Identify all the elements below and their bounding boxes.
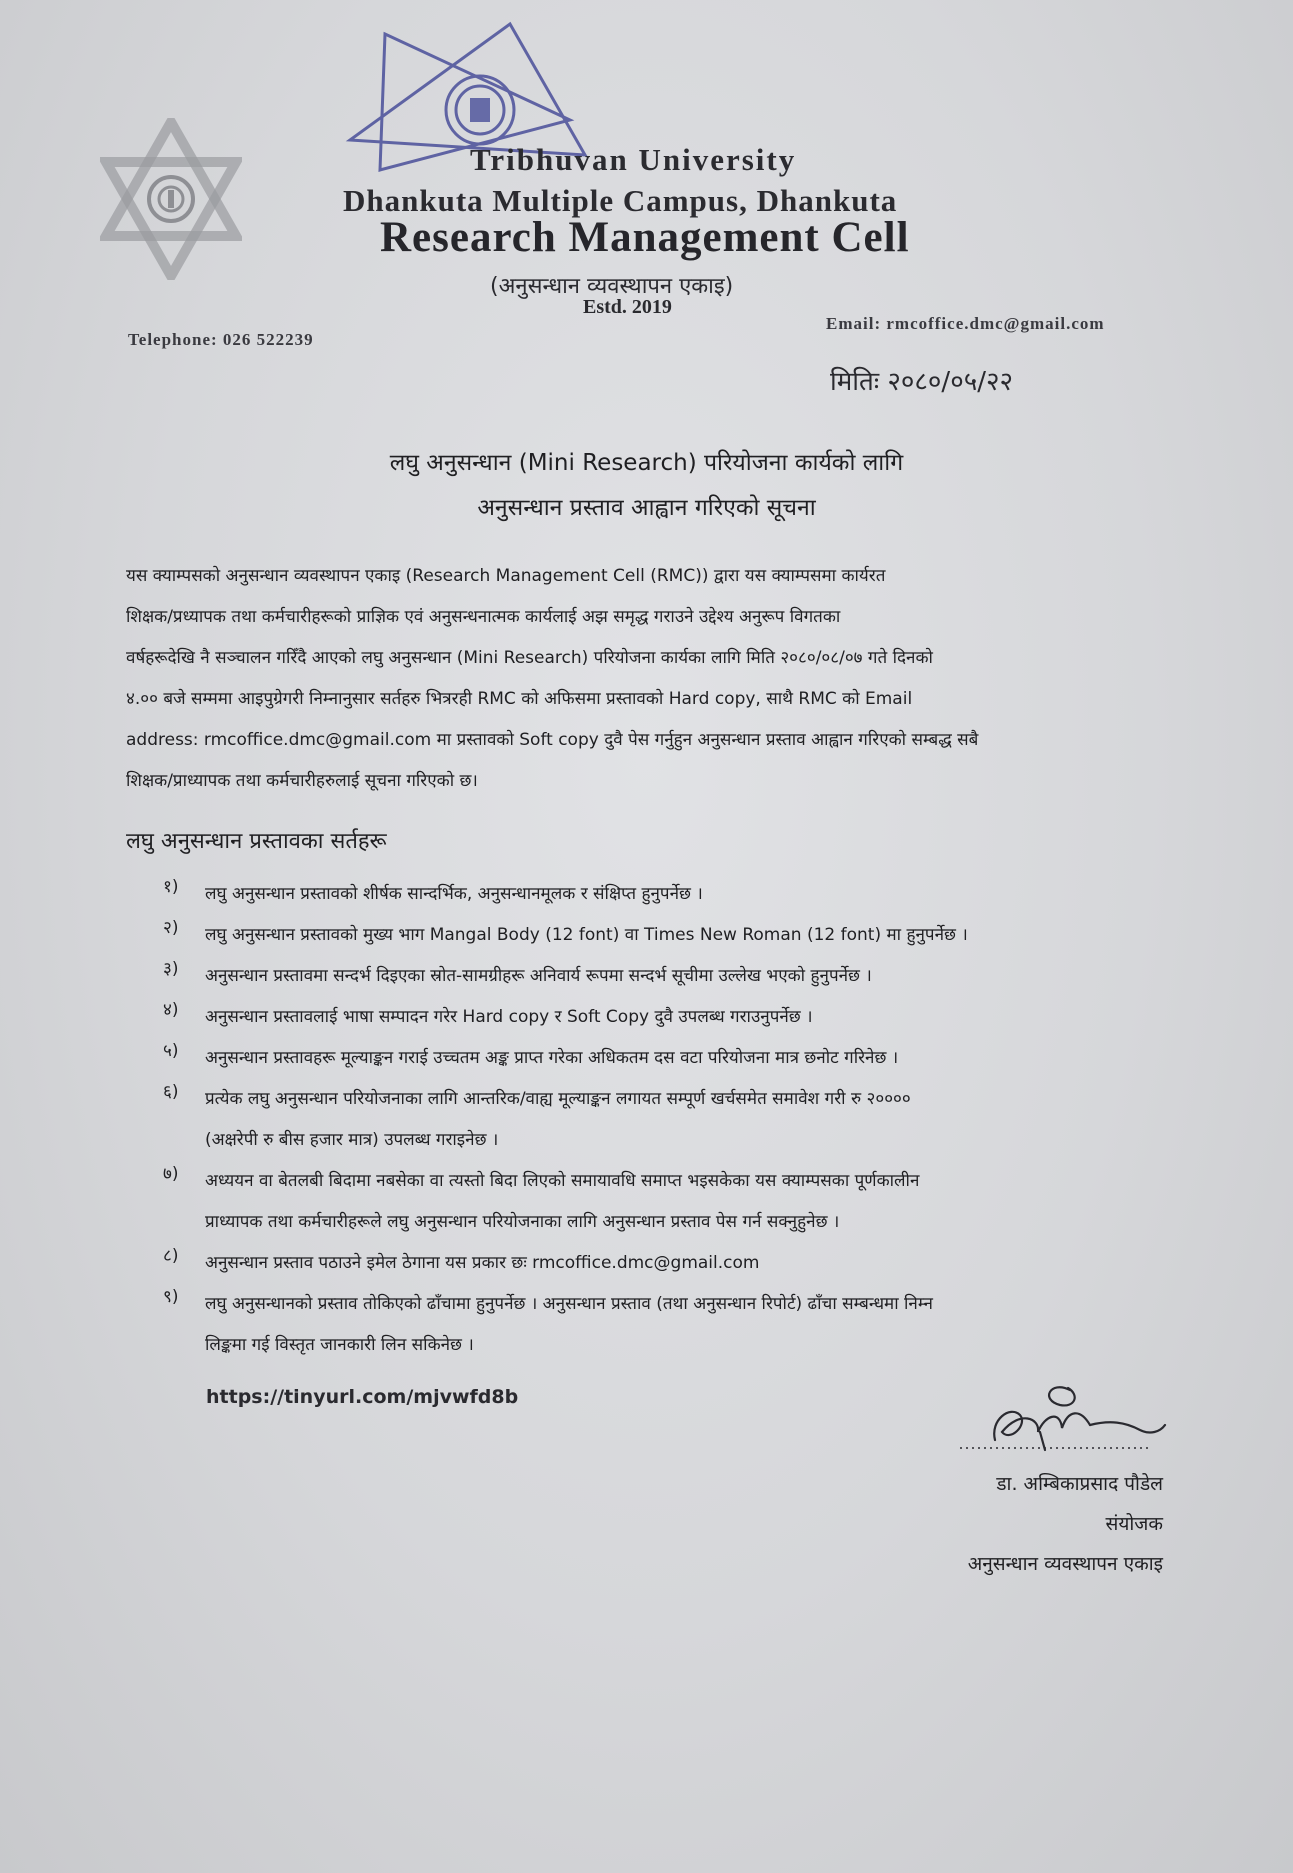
telephone: Telephone: 026 522239 [128,330,314,349]
body-line: address: rmcoffice.dmc@gmail.com मा प्रस्तावको Soft copy दुवै पेस गर्नुहुन अनुसन्धान प्रस्ताव आह्वान गरिएको सम्बद्ध सबै [126,730,979,750]
condition-text: (अक्षरेपी रु बीस हजार मात्र) उपलब्ध गराइनेछ । [205,1130,499,1150]
email: Email: rmcoffice.dmc@gmail.com [826,314,1105,333]
condition-text: अनुसन्धान प्रस्तावहरू मूल्याङ्कन गराई उच्चतम अङ्क प्राप्त गरेका अधिकतम दस वटा परियोजना मात्र छनोट गरिनेछ । [205,1048,899,1068]
condition-number: ३) [163,959,179,979]
condition-item [163,915,1173,956]
body-line: शिक्षक/प्राध्यापक तथा कर्मचारीहरुलाई सूचना गरिएको छ। [126,771,478,791]
condition-item [163,1161,1173,1243]
condition-number: ५) [163,1041,179,1061]
signature-icon [950,1370,1180,1470]
cell-name-nepali: (अनुसन्धान व्यवस्थापन एकाइ) [490,274,734,299]
condition-text: लिङ्कमा गई विस्तृत जानकारी लिन सकिनेछ । [205,1335,474,1355]
condition-text: लघु अनुसन्धान प्रस्तावको शीर्षक सान्दर्भिक, अनुसन्धानमूलक र संक्षिप्त हुनुपर्नेछ । [205,884,703,904]
conditions-list [163,874,1173,1366]
notice-title-line-2: अनुसन्धान प्रस्ताव आह्वान गरिएको सूचना [477,495,816,521]
condition-number: १) [163,877,179,897]
signer-name: डा. अम्बिकाप्रसाद पौडेल [996,1473,1163,1495]
condition-text: प्राध्यापक तथा कर्मचारीहरूले लघु अनुसन्धान परियोजनाका लागि अनुसन्धान प्रस्ताव पेस गर्न सक्नुहुनेछ । [205,1212,840,1232]
condition-number: ९) [163,1287,179,1307]
cell-name: Research Management Cell [380,214,910,261]
body-line: वर्षहरूदेखि नै सञ्चालन गरिँदै आएको लघु अनुसन्धान (Mini Research) परियोजना कार्यका लागि मिति २०८०/०८/०७ गते दिनको [126,648,933,668]
notice-body [126,556,1154,802]
signer-office: अनुसन्धान व्यवस्थापन एकाइ [967,1553,1163,1575]
body-line: ४.०० बजे सम्ममा आइपुग्रेगरी निम्नानुसार सर्तहरु भित्ररही RMC को अफिसमा प्रस्तावको Hard copy, साथै RMC को Email [126,689,913,709]
condition-item [163,1284,1173,1366]
condition-number: ७) [163,1164,179,1184]
condition-item [163,997,1173,1038]
university-logo-icon [100,118,242,280]
condition-number: ४) [163,1000,179,1020]
condition-number: २) [163,918,179,938]
condition-item [163,874,1173,915]
condition-text: अनुसन्धान प्रस्तावमा सन्दर्भ दिइएका स्रोत-सामग्रीहरू अनिवार्य रूपमा सन्दर्भ सूचीमा उल्लेख भएको हुनुपर्नेछ । [205,966,872,986]
condition-text: लघु अनुसन्धान प्रस्तावको मुख्य भाग Mangal Body (12 font) वा Times New Roman (12 font) मा हुनुपर्नेछ । [205,925,968,945]
established-year: Estd. 2019 [583,296,672,318]
body-line: शिक्षक/प्रध्यापक तथा कर्मचारीहरूको प्राज्ञिक एवं अनुसन्धनात्मक कार्यलाई अझ समृद्ध गराउने उद्देश्य अनुरूप विगतका [126,607,841,627]
signer-role: संयोजक [1105,1513,1163,1535]
campus-name: Dhankuta Multiple Campus, Dhankuta [343,183,898,218]
template-link[interactable]: https://tinyurl.com/mjvwfd8b [206,1386,519,1408]
condition-text: प्रत्येक लघु अनुसन्धान परियोजनाका लागि आन्तरिक/वाह्य मूल्याङ्कन लगायत सम्पूर्ण खर्चसमेत समावेश गरी रु २०००० [205,1089,911,1109]
condition-text: लघु अनुसन्धानको प्रस्ताव तोकिएको ढाँचामा हुनुपर्नेछ । अनुसन्धान प्रस्ताव (तथा अनुसन्धान रिपोर्ट) ढाँचा सम्बन्धमा निम्न [205,1294,933,1314]
body-line: यस क्याम्पसको अनुसन्धान व्यवस्थापन एकाइ (Research Management Cell (RMC)) द्वारा यस क्याम्पसमा कार्यरत [126,566,886,586]
condition-item [163,1243,1173,1284]
condition-number: ६) [163,1082,179,1102]
condition-item [163,1079,1173,1161]
condition-text: अनुसन्धान प्रस्ताव पठाउने इमेल ठेगाना यस प्रकार छः rmcoffice.dmc@gmail.com [205,1253,760,1273]
condition-number: ८) [163,1246,179,1266]
condition-text: अध्ययन वा बेतलबी बिदामा नबसेका वा त्यस्तो बिदा लिएको समायावधि समाप्त भइसकेका यस क्याम्पसका पूर्णकालीन [205,1171,920,1191]
conditions-heading: लघु अनुसन्धान प्रस्तावका सर्तहरू [126,829,387,854]
condition-item [163,956,1173,997]
university-name: Tribhuvan University [470,142,797,177]
condition-item [163,1038,1173,1079]
notice-date: मितिः २०८०/०५/२२ [830,367,1014,397]
condition-text: अनुसन्धान प्रस्तावलाई भाषा सम्पादन गरेर Hard copy र Soft Copy दुवै उपलब्ध गराउनुपर्नेछ । [205,1007,813,1027]
notice-title-line-1: लघु अनुसन्धान (Mini Research) परियोजना कार्यको लागि [389,450,904,476]
